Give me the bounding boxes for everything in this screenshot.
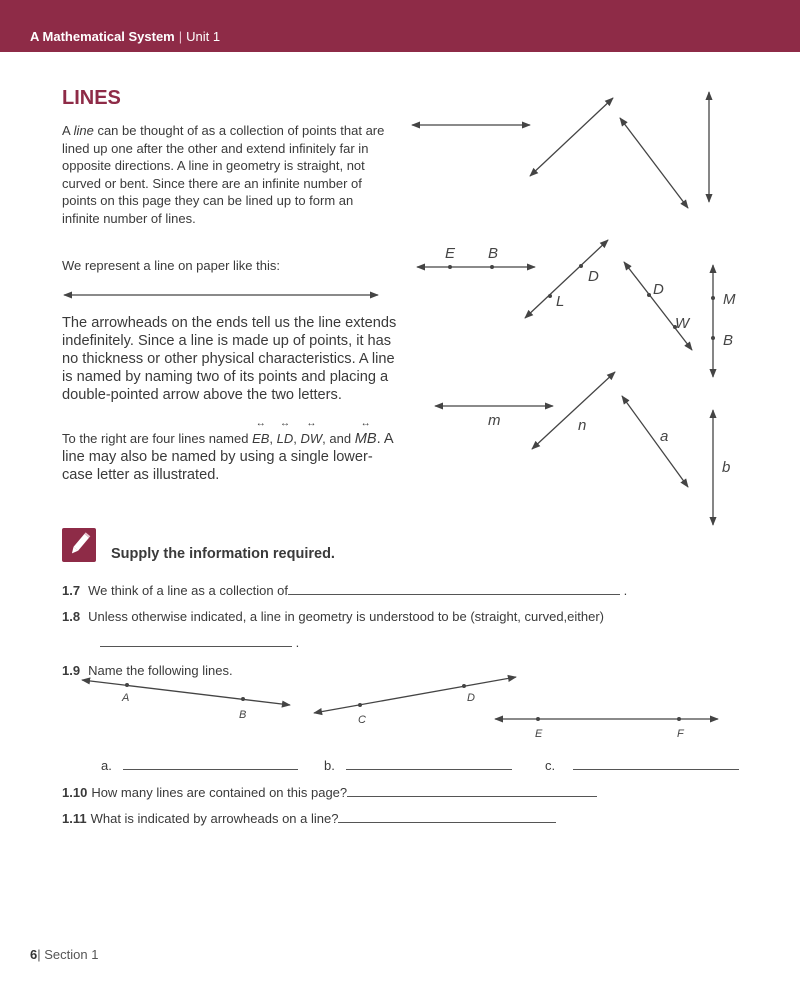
label-m-lower: m [488, 412, 501, 429]
question-end: . [295, 635, 300, 650]
header-separator: | [178, 29, 183, 44]
answer-blank-1-9c[interactable] [573, 757, 739, 770]
decor-line-3 [620, 118, 688, 208]
decor-line-2 [530, 98, 613, 176]
question-1-8-answer [100, 634, 299, 650]
point-b-q [241, 697, 245, 701]
naming-comma: , [293, 431, 301, 446]
label-d: D [588, 268, 599, 285]
page-number: 6 [30, 947, 38, 962]
exercise-heading: Supply the information required. [111, 546, 335, 562]
represent-text: We represent a line on paper like this: [62, 258, 280, 273]
line-dw [624, 262, 692, 350]
question-number: 1.8 [62, 609, 81, 624]
point-d2 [647, 293, 651, 297]
part-c [545, 757, 739, 773]
label-n-lower: n [578, 417, 587, 434]
intro-post: can be thought of as a collection of points that are lined up one after the other and extend infinitely far in opposite directions. A line in geometry is straight, not curved or bent. Since there are an infinite number of points on this page they can be lined up to form an infinite number of lines. [62, 123, 385, 226]
q-label-c: C [358, 714, 366, 726]
part-b [324, 757, 512, 773]
q-label-f: F [677, 728, 684, 740]
question-end: . [623, 583, 628, 598]
point-d-q [462, 684, 466, 688]
answer-blank-1-7[interactable] [288, 582, 620, 595]
part-label: c. [545, 758, 556, 773]
question-1-7 [62, 582, 627, 598]
q-label-b: B [239, 709, 247, 721]
q-label-a: A [122, 692, 130, 704]
unit-label: Unit 1 [186, 29, 221, 44]
question-1-9 [62, 663, 233, 678]
question-number: 1.10 [62, 785, 88, 800]
point-e [448, 265, 452, 269]
page-title: LINES [62, 87, 121, 109]
naming-comma: , [322, 431, 326, 446]
part-label: b. [324, 758, 335, 773]
answer-blank-1-11[interactable] [338, 810, 556, 823]
question-1-11 [62, 810, 556, 826]
naming-post: . A line may also be named by using a single lower-case letter as illustrated. [62, 431, 393, 483]
line-name-eb: ↔ EB [252, 430, 269, 448]
arrowheads-paragraph: The arrowheads on the ends tell us the line extends indefinitely. Since a line is made up of points, it has no thickness or other physical characteristics. A line is named by naming two of its points and placing a double-pointed arrow above the two letters. [62, 315, 397, 403]
question-number: 1.9 [62, 663, 81, 678]
question-1-10 [62, 784, 597, 800]
part-a [101, 757, 298, 773]
q-label-e: E [535, 728, 543, 740]
line-name-mb: ↔ MB [355, 430, 377, 448]
point-c-q [358, 703, 362, 707]
label-b-lower: b [722, 459, 731, 476]
answer-blank-1-10[interactable] [347, 784, 597, 797]
label-d2: D [653, 281, 664, 298]
point-b [490, 265, 494, 269]
book-title: A Mathematical System [30, 29, 175, 44]
line-a [622, 396, 688, 487]
label-e: E [445, 245, 456, 262]
question-text: What is indicated by arrowheads on a line? [90, 811, 339, 826]
q-line-ab [82, 680, 290, 705]
point-e-q [536, 717, 540, 721]
line-name-dw: ↔ DW [301, 430, 323, 448]
question-text: Unless otherwise indicated, a line in geometry is understood to be (straight, curved,either) [88, 609, 605, 624]
label-l: L [556, 293, 565, 310]
answer-blank-1-8[interactable] [100, 634, 292, 647]
q-label-d: D [467, 692, 475, 704]
question-text: How many lines are contained on this page? [91, 785, 348, 800]
point-f-q [677, 717, 681, 721]
line-n [532, 372, 615, 449]
question-text: Name the following lines. [88, 663, 233, 678]
label-m: M [723, 291, 736, 308]
point-m [711, 296, 715, 300]
footer-separator: | [37, 947, 41, 962]
q-line-cd [314, 677, 516, 713]
intro-term: line [73, 123, 94, 138]
naming-and: and [325, 431, 355, 446]
intro-pre: A [62, 123, 74, 138]
question-1-8 [62, 609, 604, 624]
point-b2 [711, 336, 715, 340]
label-b2: B [723, 332, 734, 349]
question-number: 1.11 [62, 811, 87, 826]
naming-pre: To the right are four lines named [62, 431, 253, 446]
line-name-ld: ↔ LD [277, 430, 294, 448]
label-w: W [675, 315, 690, 332]
point-l [548, 294, 552, 298]
pencil-icon [62, 528, 96, 562]
point-a-q [125, 683, 129, 687]
naming-comma: , [269, 431, 277, 446]
question-text: We think of a line as a collection of [88, 583, 289, 598]
question-number: 1.7 [62, 583, 81, 598]
page-footer [30, 947, 98, 962]
point-d [579, 264, 583, 268]
part-label: a. [101, 758, 112, 773]
answer-blank-1-9b[interactable] [346, 757, 512, 770]
answer-blank-1-9a[interactable] [123, 757, 298, 770]
section-label: Section 1 [44, 947, 99, 962]
label-a-lower: a [660, 428, 669, 445]
label-b: B [488, 245, 499, 262]
